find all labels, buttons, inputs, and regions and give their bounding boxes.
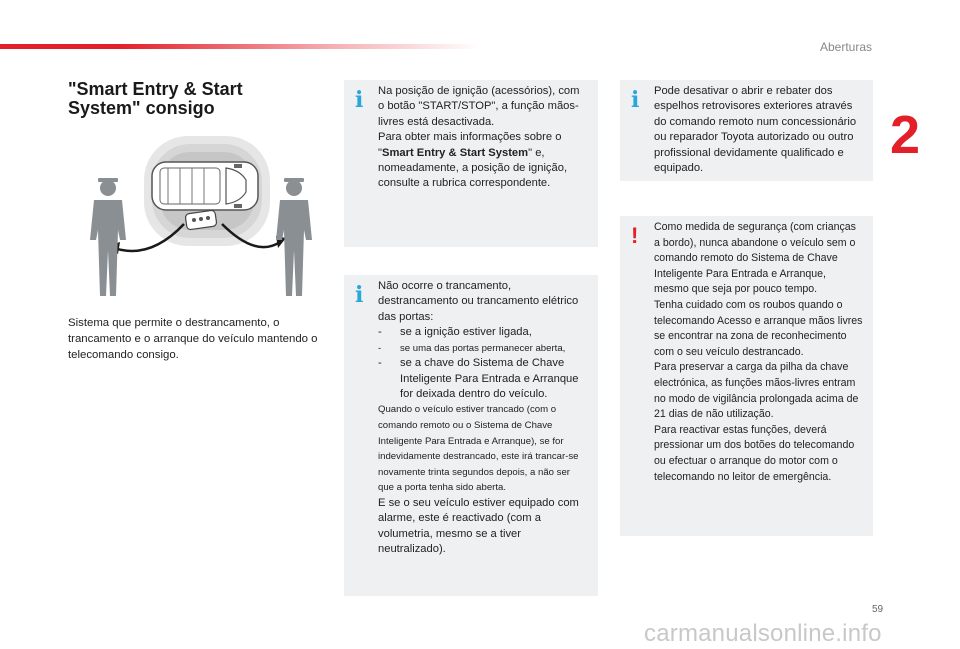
list-item: - se a chave do Sistema de Chave Inteligente Para Entrada e Arranque for deixada dentro do veículo. [378,357,579,401]
warning-text: Para reactivar estas funções, deverá pressionar um dos botões do telecomando ou efectuar o arranque do motor com o telecomando no leitor de emergência. [654,423,855,483]
header-accent-bar [0,44,480,49]
key-fob-icon [185,210,217,230]
warning-text: Para preservar a carga da pilha da chave electrónica, as funções mãos-livres entram no modo de vigilância prolongada acima de 21 dias de não utilização. [654,361,859,421]
warning-text: Como medida de segurança (com crianças a bordo), nunca abandone o veículo sem o comando remoto do Sistema de Chave Inteligente Para Entrada e Arranque, mesmo que seja por pouco tempo. [654,221,856,296]
info-icon: i [355,282,364,308]
page-heading: "Smart Entry & Start System" consigo [68,79,243,118]
info-icon: i [631,87,640,113]
car-top-view-icon [152,162,258,210]
info-outro: E se o seu veículo estiver equipado com alarme, este é reactivado (com a volumetria, mesmo se a tiver neutralizado). [378,497,579,556]
info-text: Pode desativar o abrir e rebater dos espelhos retrovisores exteriores através do comando remoto num concessionário ou reparador Toyota autorizado ou outro profissional devidamente qualificado e equipado. [654,85,857,175]
description-text: Sistema que permite o destrancamento, o trancamento e o arranque do veículo mantendo o telecomando consigo. [68,317,318,361]
page-number: 59 [872,604,884,615]
info-text: Na posição de ignição (acessórios), com o botão "START/STOP", a função mãos-livres está desactivada. [378,85,580,128]
info-box-locking [344,275,598,596]
person-right-icon [276,178,312,296]
warning-icon: ! [631,223,639,248]
info-note: Quando o veículo estiver trancado (com o comando remoto ou o Sistema de Chave Inteligente Para Entrada e Arranque), se for indevidamente destrancado, este irá trancar-se novamente trinta segundos depois, a não ser que a porta tenha sido aberta. [378,404,579,494]
info-intro: Não ocorre o trancamento, destrancamento ou trancamento elétrico das portas: [378,280,579,323]
info-box-mirrors [620,80,873,181]
warning-text: Tenha cuidado com os roubos quando o telecomando Acesso e arranque mãos livres se encontrar na zona de reconhecimento com o seu veículo destrancado. [654,298,863,358]
warning-box-safety [620,216,873,536]
person-left-icon [90,178,126,296]
section-title: Aberturas [819,40,872,54]
list-item: - se uma das portas permanecer aberta, [378,342,566,354]
chapter-number: 2 [890,105,921,165]
info-text-reference: Para obter mais informações sobre o "Smart Entry & Start System" e, nomeadamente, a posição de ignição, consulte a rubrica correspondente. [378,131,568,190]
list-item: - se a ignição estiver ligada, [378,326,532,339]
reference-bold: Smart Entry & Start System [381,146,529,159]
info-icon: i [355,87,364,113]
smart-entry-illustration [80,130,320,300]
watermark: carmanualsonline.info [644,620,882,647]
info-box-ignition [344,80,598,247]
